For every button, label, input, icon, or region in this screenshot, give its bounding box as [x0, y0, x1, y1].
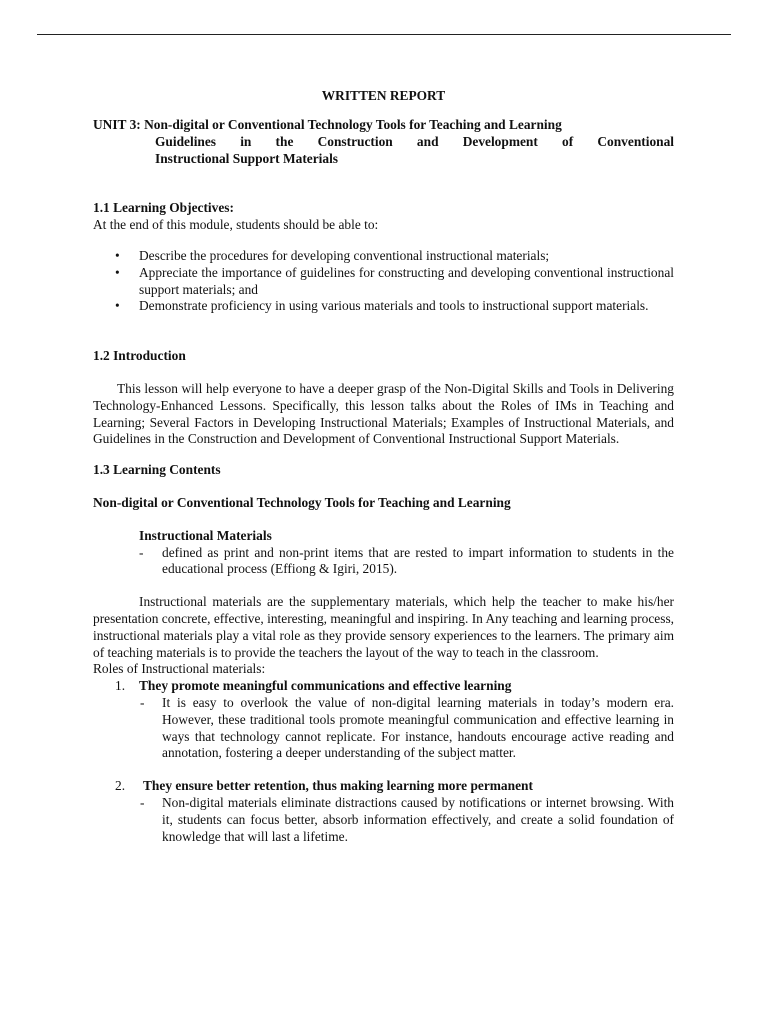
role-item-2 [93, 778, 674, 795]
objectives-intro: At the end of this module, students should be able to: [93, 217, 379, 233]
dash-marker: - [140, 794, 145, 810]
contents-subheading: Non-digital or Conventional Technology Tools for Teaching and Learning [93, 494, 511, 510]
roles-label: Roles of Instructional materials: [93, 661, 266, 677]
objective-item: • Appreciate the importance of guidelines for constructing and developing conventional instructional support materials; and [93, 265, 674, 299]
document-page [93, 88, 674, 845]
header-rule [37, 34, 731, 35]
unit-title-continuation [155, 134, 674, 168]
role-number: 1. [115, 678, 126, 694]
im-paragraph: Instructional materials are the supplementary materials, which help the teacher to make his/her presentation concrete, effective, interesting, meaningful and inspiring. In Any teaching and learning process, instructional materials play a vital role as they provide sensory experiences to the learners. The primary aim of teaching materials is to provide the teachers the layout of the way to teach in the classroom. [93, 594, 674, 660]
role-description-1 [93, 695, 674, 762]
im-definition-text: defined as print and non-print items that are rested to impart information to students in the educational process (Effiong & Igiri, 2015). [162, 544, 674, 577]
instructional-materials-heading: Instructional Materials [139, 527, 272, 543]
objectives-list [93, 248, 674, 315]
role-number: 2. [115, 778, 126, 794]
role-text: It is easy to overlook the value of non-digital learning materials in today’s modern era. However, these traditional tools promote meaningful communication and effective learning in ways that technology cannot replicate. For instance, handouts encourage active reading and annotation, fostering a deeper understanding of the subject matter. [162, 694, 674, 761]
contents-heading: 1.3 Learning Contents [93, 462, 221, 478]
objective-item: • Demonstrate proficiency in using various materials and tools to instructional support materials. [93, 298, 674, 315]
role-title: They ensure better retention, thus making learning more permanent [143, 778, 533, 794]
role-text: Non-digital materials eliminate distractions caused by notifications or internet browsing. With it, students can focus better, absorb information effectively, and create a solid foundation of knowledge that will last a lifetime. [162, 794, 674, 844]
im-definition [93, 545, 674, 579]
dash-marker: - [140, 694, 145, 710]
role-description-2 [93, 795, 674, 845]
introduction-heading: 1.2 Introduction [93, 348, 186, 364]
unit-title-line-2: Guidelines in the Construction and Development of Conventional [155, 133, 674, 149]
unit-title-line-1: UNIT 3: Non-digital or Conventional Technology Tools for Teaching and Learning [93, 117, 562, 132]
role-title: They promote meaningful communications and effective learning [139, 678, 512, 694]
dash-marker: - [139, 544, 144, 560]
report-title: WRITTEN REPORT [321, 88, 446, 103]
introduction-body: This lesson will help everyone to have a deeper grasp of the Non-Digital Skills and Tools in Delivering Technology-Enhanced Lessons. Specifically, this lesson talks about the Roles of IMs in Teaching and Learning; Several Factors in Developing Instructional Materials; Examples of Instructional Materials, and Guidelines in the Construction and Development of Conventional Instructional Support Materials. [93, 380, 674, 447]
unit-title-line-3: Instructional Support Materials [155, 150, 339, 166]
objectives-heading: 1.1 Learning Objectives: [93, 200, 234, 216]
role-item-1 [93, 678, 674, 695]
objective-item: • Describe the procedures for developing conventional instructional materials; [93, 248, 674, 265]
